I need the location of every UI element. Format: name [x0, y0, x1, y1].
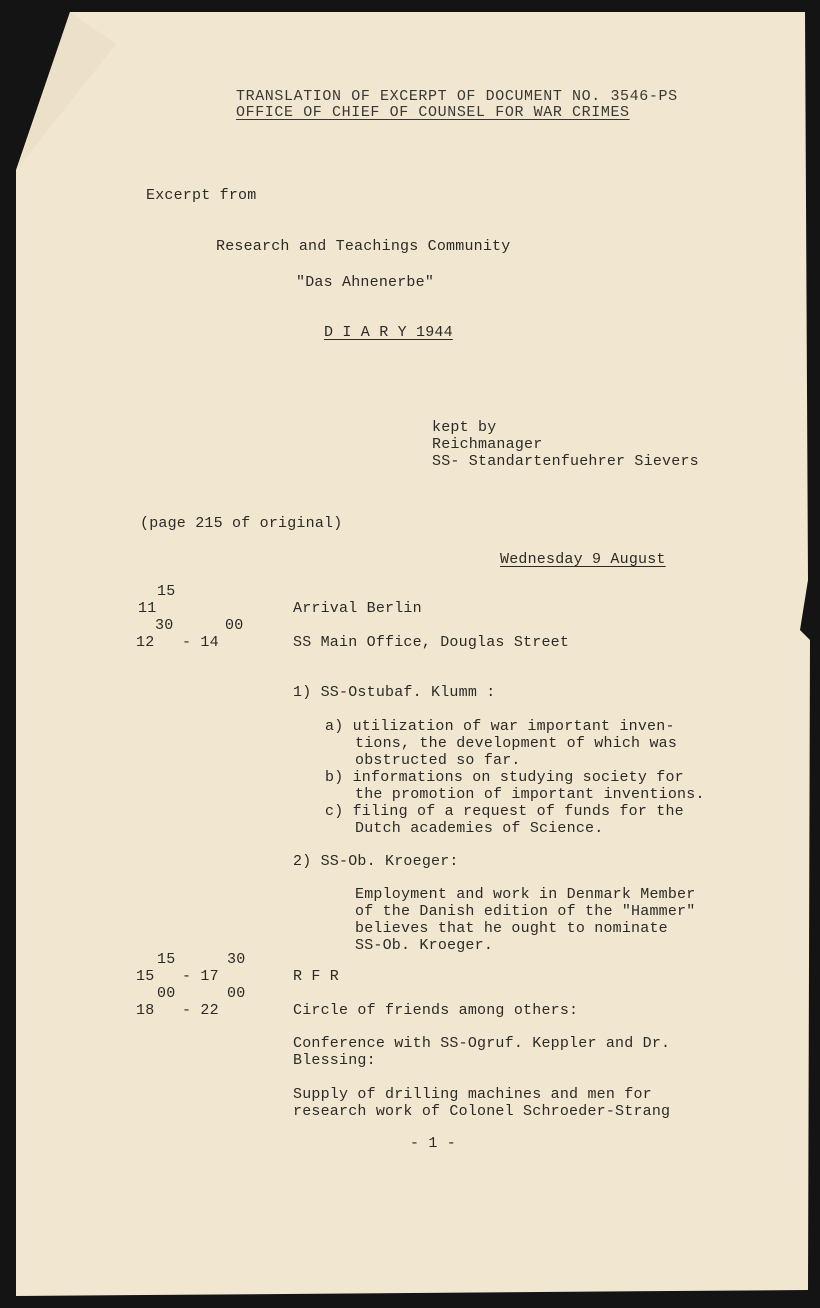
time-sup: 15	[157, 951, 176, 968]
entry-text: Supply of drilling machines and men for	[293, 1086, 652, 1103]
document-title: TRANSLATION OF EXCERPT OF DOCUMENT NO. 3546-PS	[236, 88, 678, 105]
entry-text: Circle of friends among others:	[293, 1002, 579, 1019]
org-name: "Das Ahnenerbe"	[296, 274, 435, 291]
list-item: a) utilization of war important inven-	[325, 718, 675, 735]
entry-text: Blessing:	[293, 1052, 376, 1069]
entry-text: research work of Colonel Schroeder-Strang	[293, 1103, 671, 1120]
list-item: the promotion of important inventions.	[355, 786, 705, 803]
kept-by-title: Reichmanager	[432, 436, 543, 453]
time-sup: 00	[225, 617, 244, 634]
page-reference: (page 215 of original)	[140, 515, 343, 532]
entry-text: Arrival Berlin	[293, 600, 422, 617]
time-sup: 00	[227, 985, 246, 1002]
list-item: 2) SS-Ob. Kroeger:	[293, 853, 459, 870]
time-range: 18 - 22	[136, 1002, 219, 1019]
entry-text: SS Main Office, Douglas Street	[293, 634, 570, 651]
list-item: b) informations on studying society for	[325, 769, 684, 786]
list-item: SS-Ob. Kroeger.	[355, 937, 494, 954]
list-item: Dutch academies of Science.	[355, 820, 604, 837]
time-sup: 15	[157, 583, 176, 600]
excerpt-from: Excerpt from	[146, 187, 257, 204]
list-item: 1) SS-Ostubaf. Klumm :	[293, 684, 496, 701]
entry-text: R F R	[293, 968, 340, 985]
office-title: OFFICE OF CHIEF OF COUNSEL FOR WAR CRIMES	[236, 104, 630, 121]
list-item: obstructed so far.	[355, 752, 521, 769]
time-range: 12 - 14	[136, 634, 219, 651]
list-item: Employment and work in Denmark Member	[355, 886, 696, 903]
list-item: of the Danish edition of the "Hammer"	[355, 903, 696, 920]
entry-text: Conference with SS-Ogruf. Keppler and Dr.	[293, 1035, 671, 1052]
organization: Research and Teachings Community	[216, 238, 511, 255]
kept-by-name: SS- Standartenfuehrer Sievers	[432, 453, 699, 470]
list-item: believes that he ought to nominate	[355, 920, 668, 937]
list-item: tions, the development of which was	[355, 735, 678, 752]
time-sup: 30	[155, 617, 174, 634]
time-sup: 00	[157, 985, 176, 1002]
time-hour: 11	[138, 600, 157, 617]
page-number: - 1 -	[410, 1135, 457, 1152]
time-sup: 30	[227, 951, 246, 968]
time-range: 15 - 17	[136, 968, 219, 985]
diary-title: D I A R Y 1944	[324, 324, 453, 341]
list-item: c) filing of a request of funds for the	[325, 803, 684, 820]
kept-by: kept by	[432, 419, 497, 436]
date-line: Wednesday 9 August	[500, 551, 666, 568]
